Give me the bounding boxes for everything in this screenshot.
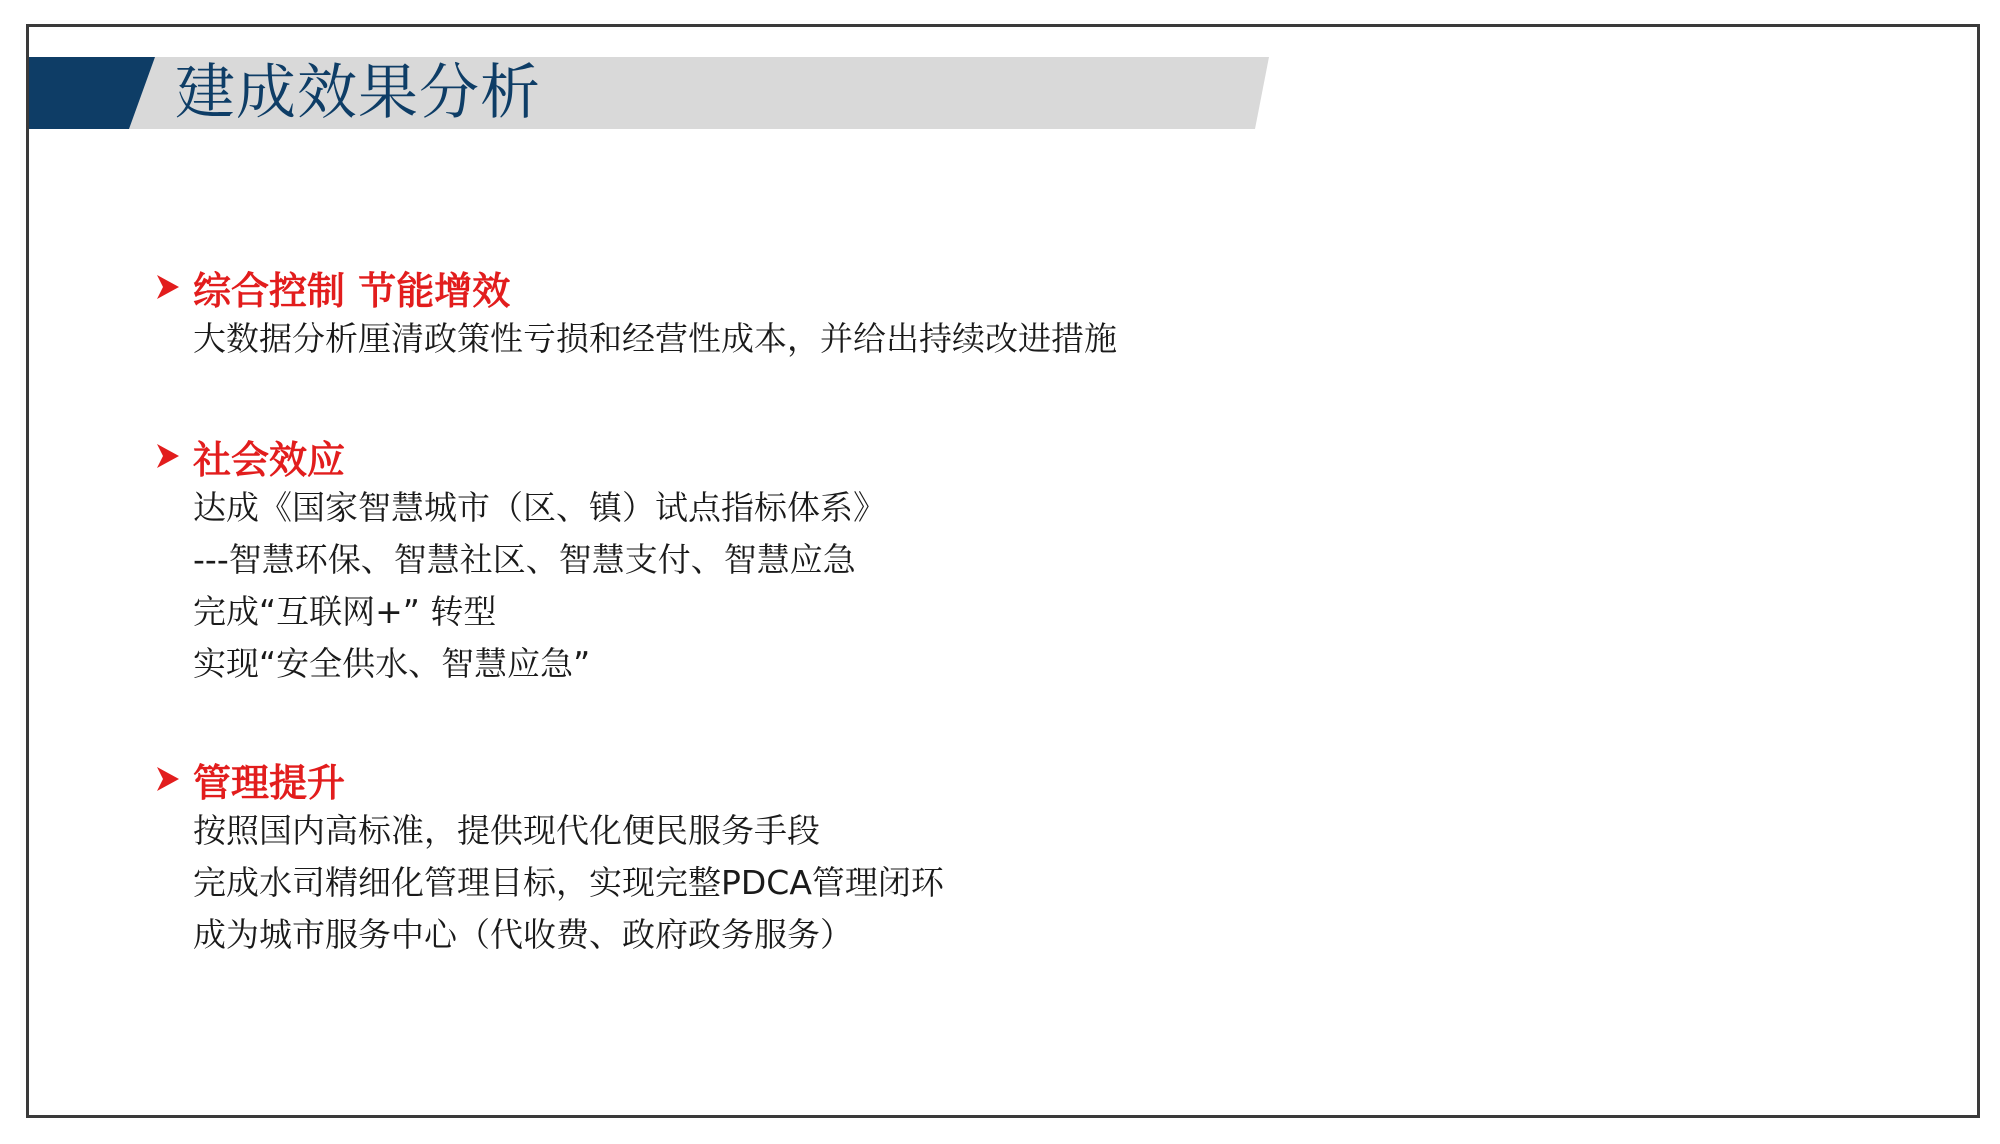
section-line: 完成“互联网+” 转型: [193, 592, 497, 631]
section-title: 社会效应: [193, 437, 346, 482]
section-line: 完成水司精细化管理目标，实现完整PDCA管理闭环: [193, 863, 944, 902]
section-title: 管理提升: [193, 760, 346, 805]
section-head: [155, 430, 886, 482]
section-line: 成为城市服务中心（代收费、政府政务服务）: [193, 915, 853, 954]
section-lines: [193, 805, 944, 961]
section-line: 达成《国家智慧城市（区、镇）试点指标体系》: [193, 488, 886, 527]
section-line: 按照国内高标准，提供现代化便民服务手段: [193, 811, 820, 850]
section-lines: [193, 482, 886, 690]
page-title: 建成效果分析: [175, 58, 541, 128]
section-line: 大数据分析厘清政策性亏损和经营性成本，并给出持续改进措施: [193, 319, 1117, 358]
section-line: 实现“安全供水、智慧应急”: [193, 644, 591, 683]
section-social: [155, 430, 886, 690]
arrow-right-icon: [155, 272, 181, 302]
section-head: [155, 261, 1117, 313]
slide: [26, 24, 1980, 1118]
section-energy: [155, 261, 1117, 365]
section-line: ---智慧环保、智慧社区、智慧支付、智慧应急: [193, 540, 856, 579]
section-management: [155, 753, 944, 961]
section-title: 综合控制 节能增效: [193, 268, 511, 313]
arrow-right-icon: [155, 441, 181, 471]
title-banner: [29, 57, 1269, 129]
section-head: [155, 753, 944, 805]
arrow-right-icon: [155, 764, 181, 794]
section-lines: [193, 313, 1117, 365]
